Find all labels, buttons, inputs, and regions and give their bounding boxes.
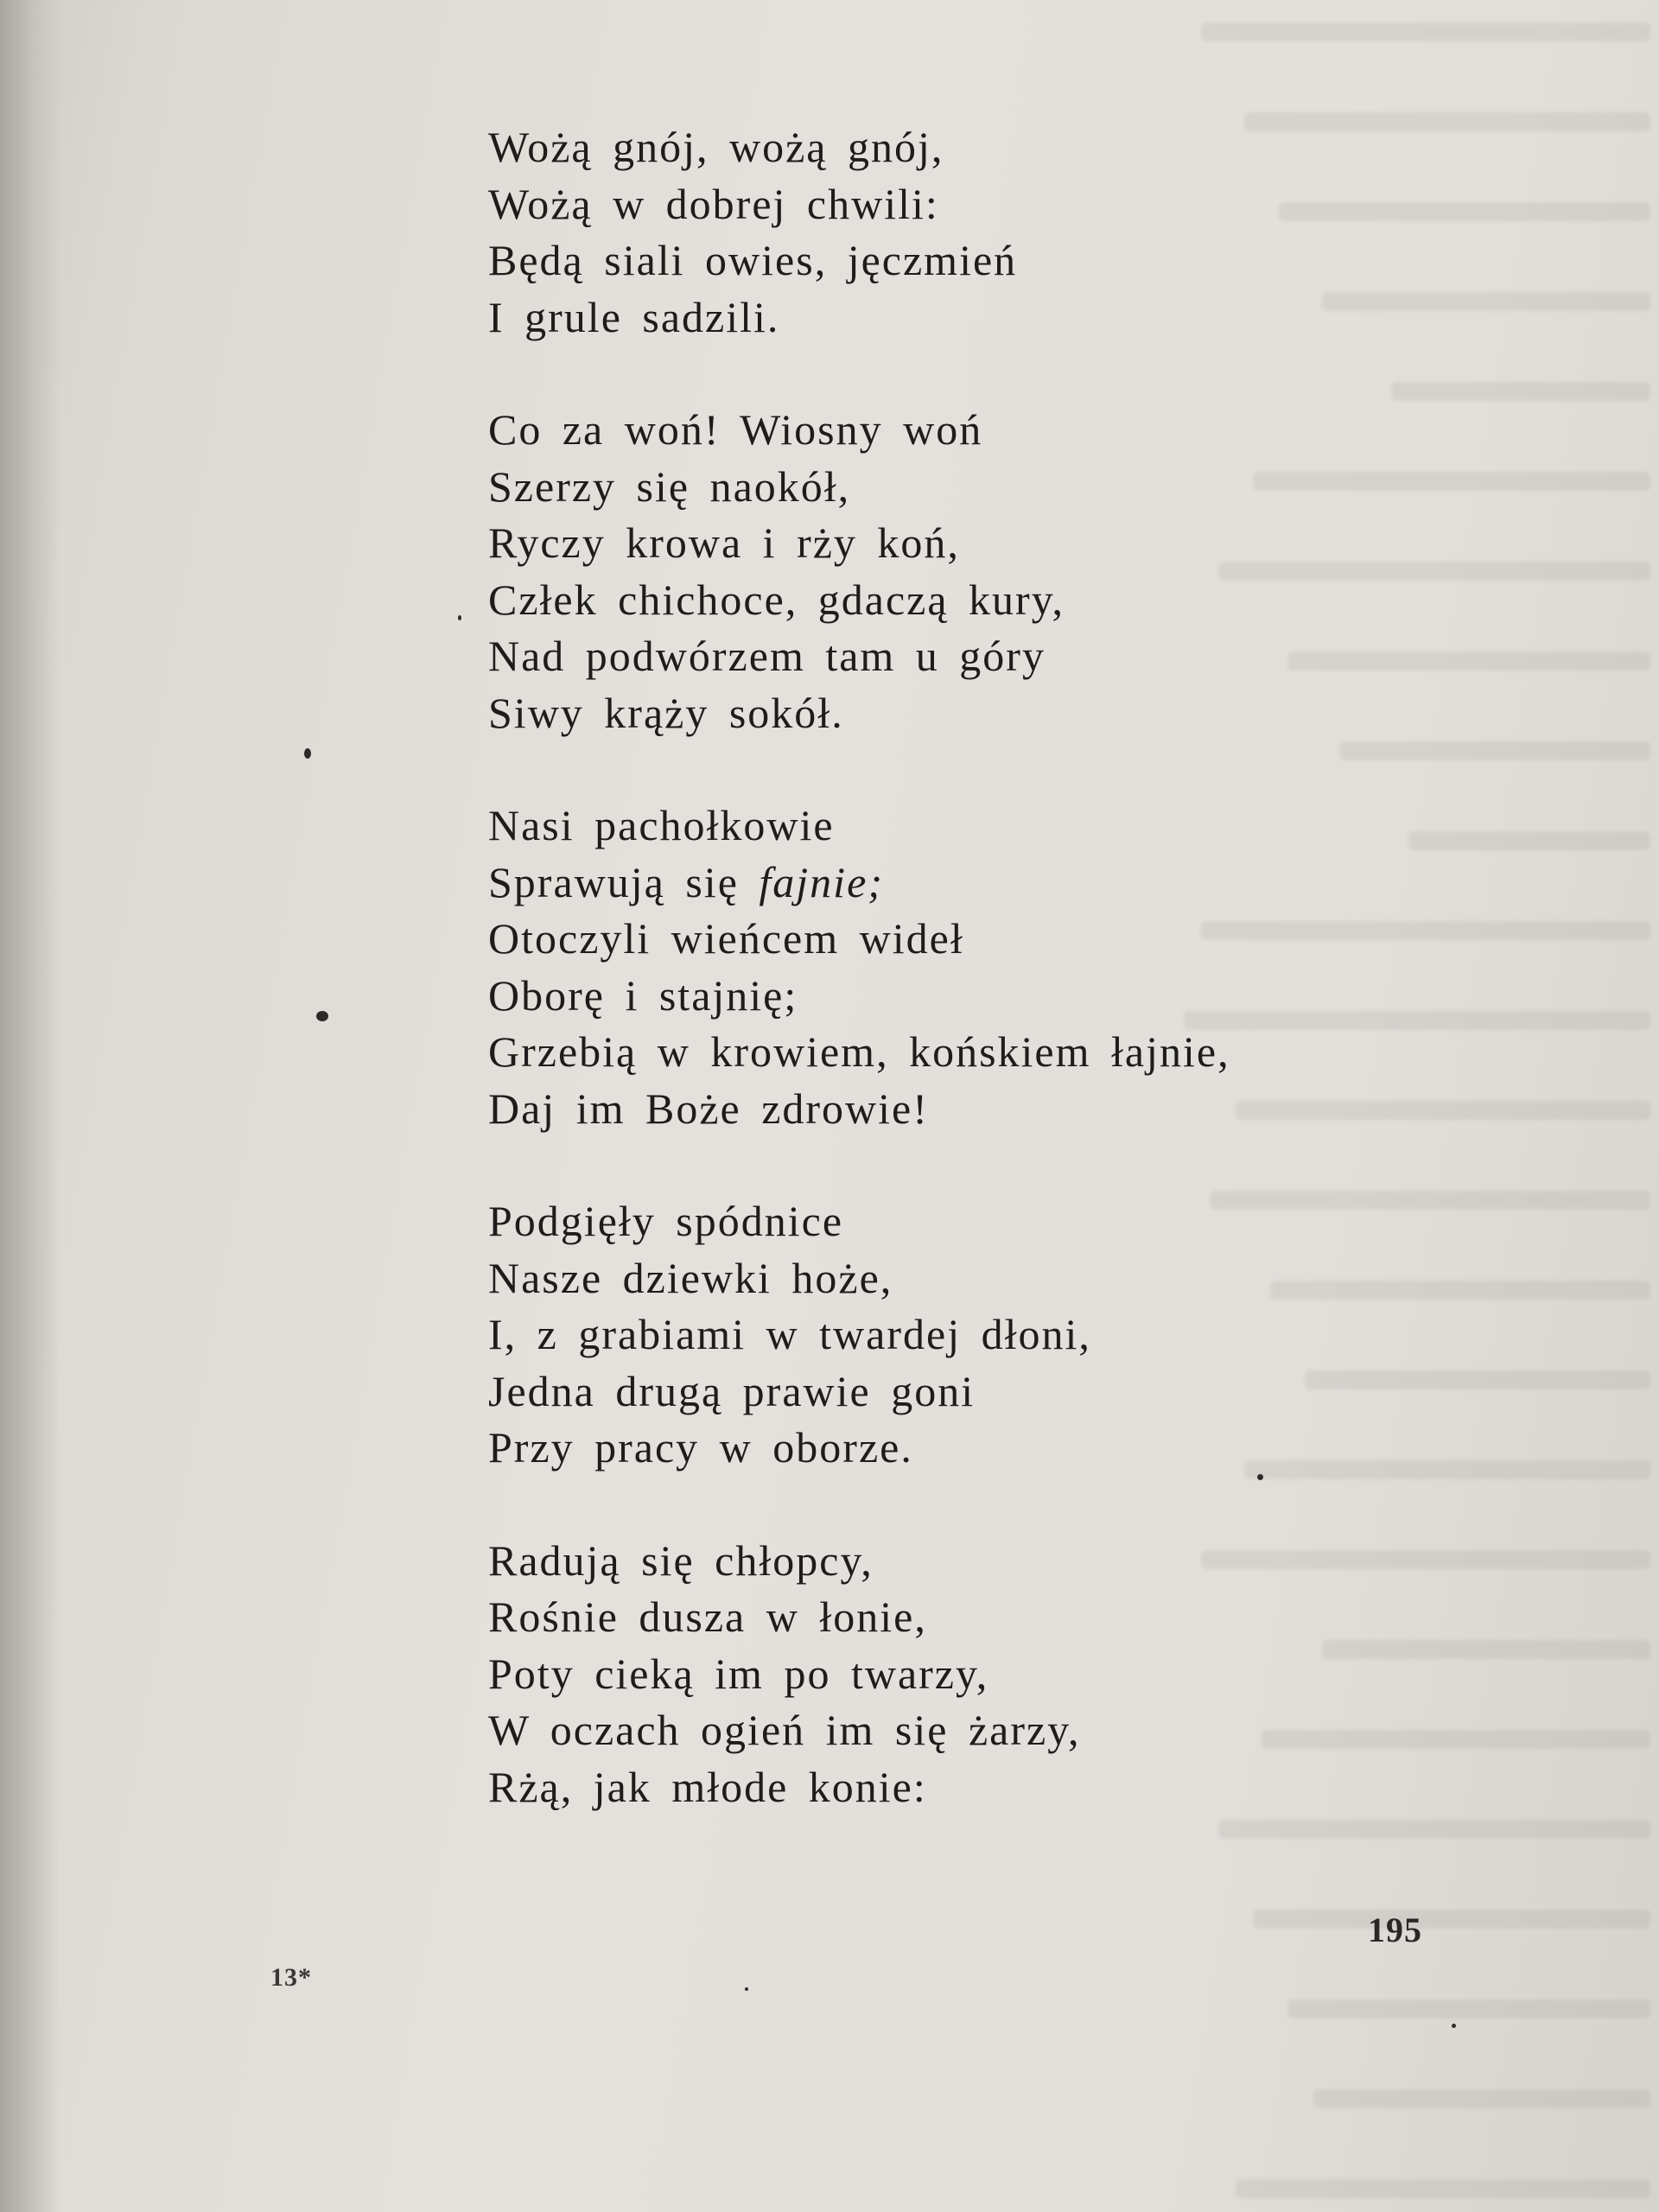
verse-line: Daj im Boże zdrowie! — [488, 1084, 929, 1133]
verse-line: Otoczyli wieńcem wideł — [488, 914, 964, 963]
italic-word: fajnie; — [759, 857, 884, 906]
verse-line: Przy pracy w oborze. — [488, 1423, 913, 1471]
verse-line: Nasze dziewki hoże, — [488, 1253, 893, 1302]
verse-line-text: Sprawują się — [488, 857, 760, 906]
ink-speck — [745, 1987, 748, 1991]
verse-line: Człek chichoce, gdaczą kury, — [488, 575, 1065, 624]
verse-line: I, z grabiami w twardej dłoni, — [488, 1310, 1091, 1358]
stanza — [488, 119, 1387, 346]
ink-speck — [316, 1011, 328, 1021]
verse-line: Co za woń! Wiosny woń — [488, 405, 983, 454]
ink-speck — [1257, 1474, 1263, 1480]
verse-line: Nad podwórzem tam u góry — [488, 632, 1046, 680]
verse-line: Rośnie dusza w łonie, — [488, 1592, 927, 1641]
verse-line: Wożą w dobrej chwili: — [488, 179, 939, 228]
verse-line: Wożą gnój, wożą gnój, — [488, 123, 944, 171]
verse-line: W oczach ogień im się żarzy, — [488, 1706, 1081, 1754]
stanza — [488, 402, 1387, 741]
verse-line: Nasi pachołkowie — [488, 801, 835, 849]
verse-line: Radują się chłopcy, — [488, 1535, 874, 1585]
stanza — [488, 1193, 1387, 1477]
verse-line: Siwy krąży sokół. — [488, 688, 844, 737]
signature-mark: 13* — [270, 1963, 312, 1992]
verse-line: Ryczy krowa i rży koń, — [488, 518, 960, 567]
stanza — [488, 1533, 1387, 1816]
verse-line — [488, 855, 1387, 912]
verse-line: Oborę i stajnię; — [488, 970, 798, 1020]
ink-speck — [458, 615, 461, 620]
verse-line: I grule sadzili. — [488, 292, 780, 341]
verse-line: Jedna drugą prawie goni — [488, 1366, 976, 1415]
ink-speck — [1452, 2024, 1456, 2028]
stanza — [488, 798, 1387, 1137]
verse-line: Rżą, jak młode konie: — [488, 1762, 927, 1811]
verse-line: Szerzy się naokół, — [488, 461, 851, 511]
verse-line: Podgięły spódnice — [488, 1197, 844, 1245]
verse-line: Poty cieką im po twarzy, — [488, 1649, 989, 1698]
page-number: 195 — [1368, 1910, 1422, 1949]
verse-line: Będą siali owies, jęczmień — [488, 236, 1018, 284]
verse-line: Grzebią w krowiem, końskiem łajnie, — [488, 1027, 1230, 1076]
poem-text — [488, 119, 1387, 1815]
ink-speck — [304, 748, 311, 759]
